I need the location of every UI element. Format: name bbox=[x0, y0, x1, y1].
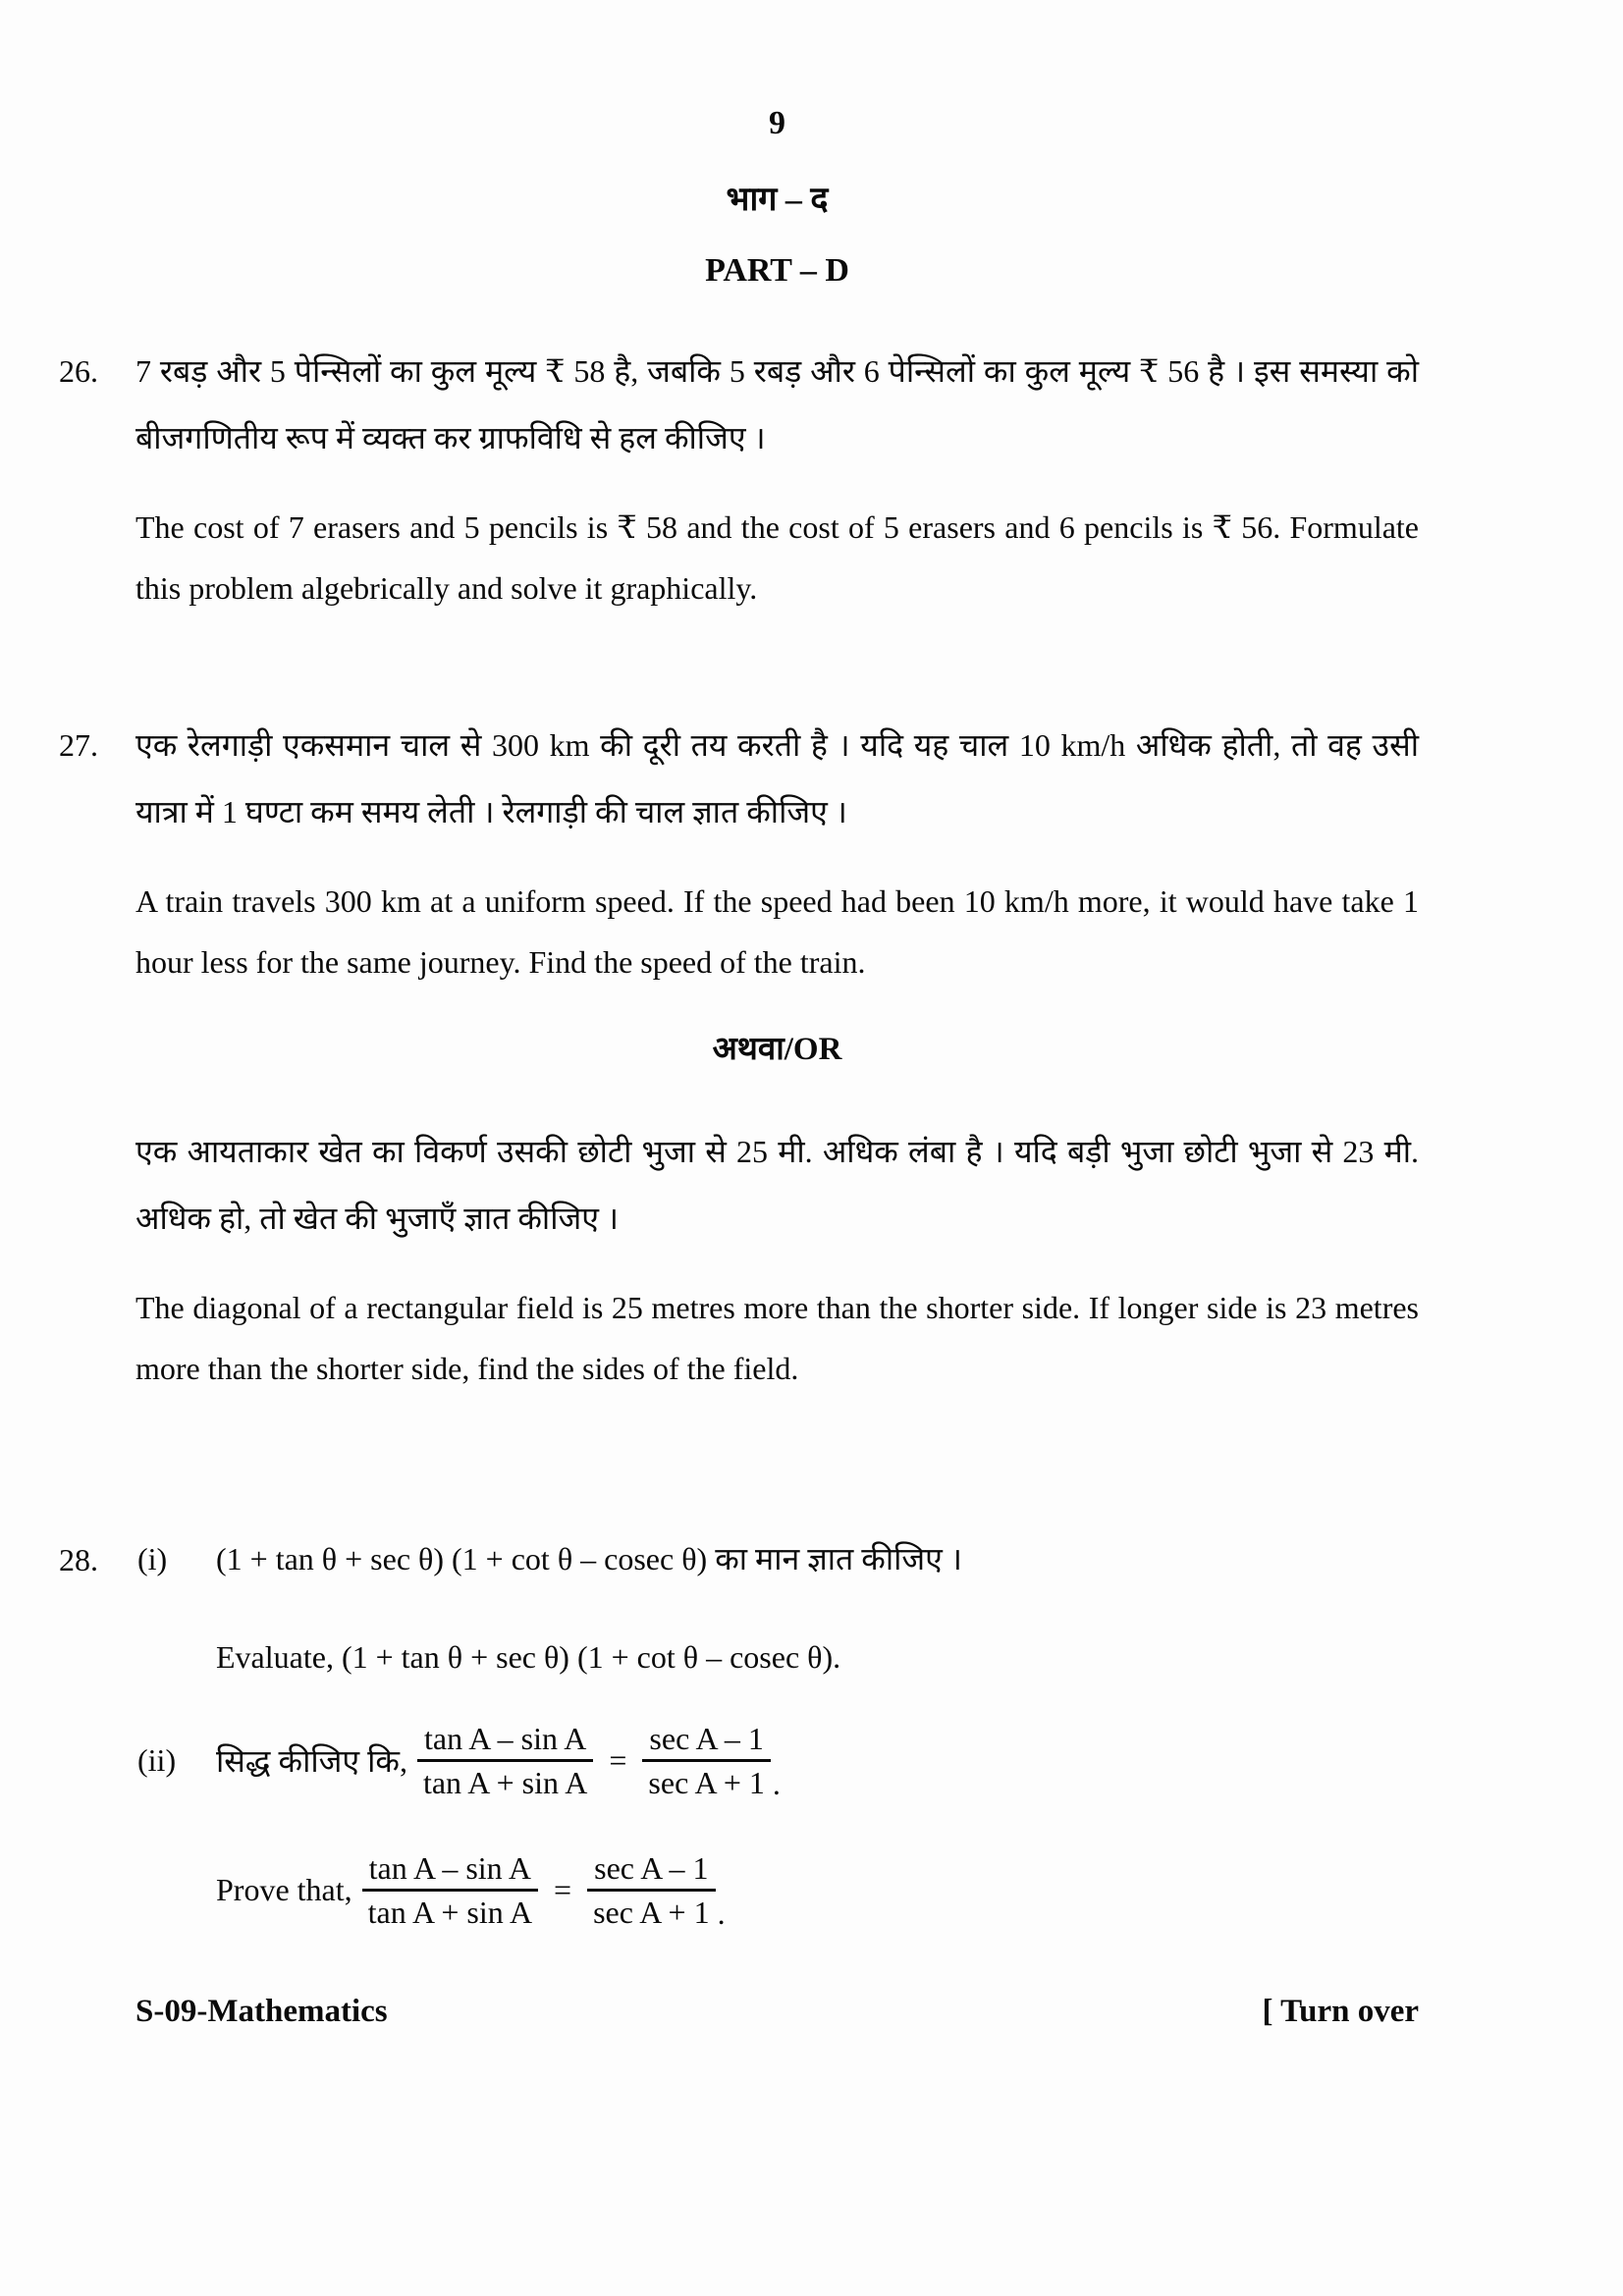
question-28-part-i-hindi-line bbox=[135, 1526, 1419, 1591]
fraction-numerator: sec A – 1 bbox=[642, 1719, 770, 1762]
page-number: 9 bbox=[769, 105, 785, 141]
question-28-part-i-english-line bbox=[135, 1627, 1419, 1687]
question-27-alternative bbox=[135, 1118, 1419, 1399]
question-26-text-hindi: 7 रबड़ और 5 पेन्सिलों का कुल मूल्य ₹ 58 है, जबकि 5 रबड़ और 6 पेन्सिलों का कुल मूल्य ₹ 56 है । इस समस्या को बीजगणितीय रूप में व्यक्त कर ग्राफविधि से हल कीजिए । bbox=[135, 353, 1419, 455]
part-i-text-english: Evaluate, (1 + tan θ + sec θ) (1 + cot θ – cosec θ). bbox=[216, 1639, 841, 1675]
fraction-tan-sin bbox=[417, 1719, 593, 1802]
fraction-sec bbox=[642, 1719, 770, 1802]
part-ii-prefix-english: Prove that, bbox=[216, 1871, 352, 1907]
fraction-denominator: tan A + sin A bbox=[422, 1764, 588, 1800]
question-28-number: 28. bbox=[59, 1542, 98, 1577]
or-separator: अथवा/OR bbox=[712, 1032, 842, 1067]
alternative-text-english: The diagonal of a rectangular field is 25 metres more than the shorter side. If longer side is 23 metres more than the shorter side, find the sides of the field. bbox=[135, 1290, 1419, 1386]
question-26-number: 26. bbox=[59, 353, 98, 389]
question-28-part-ii-hindi-line bbox=[135, 1715, 1419, 1805]
question-27-text-english: A train travels 300 km at a uniform speed. If the speed had been 10 km/h more, it would have take 1 hour less for the same journey. Find the speed of the train. bbox=[135, 883, 1419, 980]
page-footer bbox=[135, 1992, 1419, 2031]
part-i-text-hindi: (1 + tan θ + sec θ) (1 + cot θ – cosec θ) का मान ज्ञात कीजिए । bbox=[216, 1541, 962, 1576]
fraction-sec bbox=[587, 1848, 715, 1932]
question-27 bbox=[59, 712, 1419, 992]
paper-code: S-09-Mathematics bbox=[135, 1994, 388, 2029]
fraction-numerator: tan A – sin A bbox=[417, 1719, 593, 1762]
fraction-numerator: tan A – sin A bbox=[362, 1848, 538, 1892]
question-27-text-hindi: एक रेलगाड़ी एकसमान चाल से 300 km की दूरी तय करती है । यदि यह चाल 10 km/h अधिक होती, तो वह उसी यात्रा में 1 घण्टा कम समय लेती । रेलगाड़ी की चाल ज्ञात कीजिए । bbox=[135, 727, 1419, 829]
fraction-denominator: sec A + 1 bbox=[593, 1894, 710, 1930]
period: . bbox=[717, 1896, 726, 1931]
question-28-part-ii-english-line bbox=[135, 1844, 1419, 1935]
part-i-label: (i) bbox=[137, 1541, 168, 1576]
part-ii-prefix-hindi: सिद्ध कीजिए कि, bbox=[216, 1742, 407, 1779]
question-28 bbox=[59, 1526, 1419, 1935]
alternative-text-hindi: एक आयताकार खेत का विकर्ण उसकी छोटी भुजा से 25 मी. अधिक लंबा है । यदि बड़ी भुजा छोटी भुजा से 23 मी. अधिक हो, तो खेत की भुजाएँ ज्ञात कीजिए । bbox=[135, 1134, 1419, 1236]
period: . bbox=[772, 1766, 781, 1801]
question-26-text-english: The cost of 7 erasers and 5 pencils is ₹ 58 and the cost of 5 erasers and 6 pencils is ₹ 56. Formulate this problem algebrically and solve it graphically. bbox=[135, 509, 1419, 606]
fraction-numerator: sec A – 1 bbox=[587, 1848, 715, 1892]
question-27-number: 27. bbox=[59, 727, 98, 763]
fraction-denominator: sec A + 1 bbox=[648, 1764, 765, 1800]
fraction-tan-sin bbox=[362, 1848, 538, 1932]
part-ii-label: (ii) bbox=[137, 1742, 177, 1778]
section-heading-english: PART – D bbox=[705, 252, 849, 289]
equals-sign: = bbox=[609, 1741, 627, 1778]
turn-over-note: [ Turn over bbox=[1262, 1994, 1419, 2029]
section-heading-hindi: भाग – द bbox=[726, 182, 829, 218]
equals-sign: = bbox=[554, 1871, 572, 1907]
question-26 bbox=[59, 338, 1419, 618]
fraction-denominator: tan A + sin A bbox=[367, 1894, 533, 1930]
